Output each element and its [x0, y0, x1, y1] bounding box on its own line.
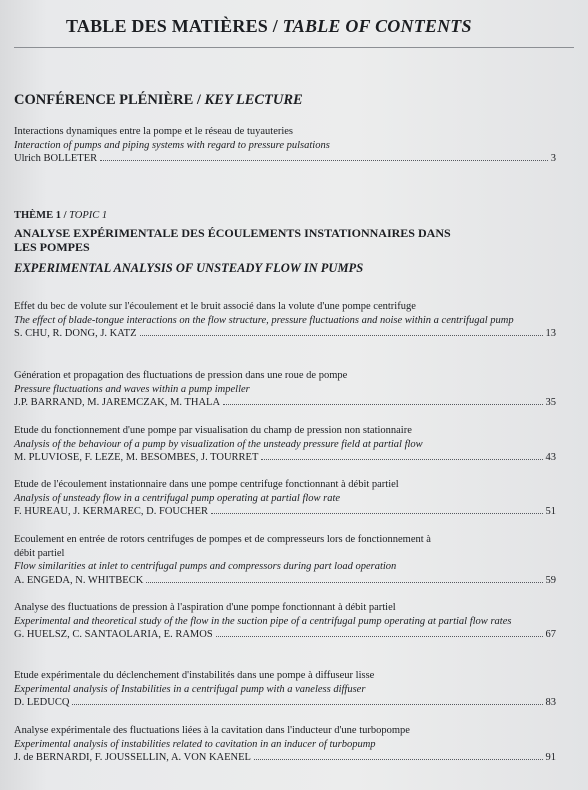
entry-author-line [14, 628, 556, 642]
entry-title-en: Flow similarities at inlet to centrifugal pumps and compressors during part load operation [14, 561, 397, 572]
entry-authors: J. de BERNARDI, F. JOUSSELLIN, A. VON KAENEL [14, 752, 251, 763]
entry-title-fr: Interactions dynamiques entre la pompe et le réseau de tuyauteries [14, 126, 294, 137]
theme-label [14, 210, 107, 221]
entry-page-number: 43 [545, 452, 556, 463]
entry-title-fr: Ecoulement en entrée de rotors centrifuges de pompes et de compresseurs lors de fonctionnement à débit partiel [14, 534, 431, 559]
entry-author-line [14, 696, 556, 710]
entry-authors: S. CHU, R. DONG, J. KATZ [14, 328, 137, 339]
entry-page-number: 3 [550, 153, 556, 164]
entry-authors: A. ENGEDA, N. WHITBECK [14, 574, 144, 586]
entry-title-en: Analysis of unsteady flow in a centrifugal pump operating at partial flow rate [14, 492, 341, 504]
toc-entry [14, 601, 556, 642]
theme-label-separator: / [60, 210, 70, 221]
dot-leader [72, 704, 542, 705]
entry-title-fr: Etude du fonctionnement d'une pompe par visualisation du champ de pression non stationnaire [14, 425, 412, 436]
entry-author-line [14, 327, 556, 341]
entry-title-en: Pressure fluctuations and waves within a pump impeller [14, 383, 250, 395]
toc-entry [14, 669, 556, 710]
toc-entry [14, 478, 556, 519]
dot-leader [146, 582, 542, 583]
dot-leader [261, 459, 542, 460]
toc-entry [14, 533, 556, 587]
entry-authors: J.P. BARRAND, M. JAREMCZAK, M. THALA [14, 397, 221, 408]
title-divider [14, 47, 574, 48]
entry-authors: G. HUELSZ, C. SANTAOLARIA, E. RAMOS [14, 629, 213, 640]
dot-leader [211, 513, 542, 514]
theme-label-en: TOPIC 1 [69, 210, 108, 221]
entry-title-fr: Etude expérimentale du déclenchement d'instabilités dans une pompe à diffuseur lisse [14, 670, 375, 681]
page-title-en: TABLE OF CONTENTS [282, 16, 472, 36]
entry-page-number: 59 [545, 574, 556, 586]
entry-author-line [14, 505, 556, 519]
toc-entry [14, 724, 556, 765]
entry-author-line [14, 574, 556, 588]
entry-authors: M. PLUVIOSE, F. LEZE, M. BESOMBES, J. TOURRET [14, 452, 259, 463]
page-title [66, 16, 472, 37]
plenary-title-separator: / [193, 92, 205, 108]
dot-leader [140, 335, 543, 336]
dot-leader [216, 636, 543, 637]
plenary-title-en: KEY LECTURE [204, 92, 303, 108]
entry-page-number: 67 [545, 629, 556, 640]
entry-page-number: 83 [545, 697, 556, 708]
entry-page-number: 51 [545, 506, 556, 517]
entry-title-fr: Analyse des fluctuations de pression à l'aspiration d'une pompe fonctionnant à débit partiel [14, 602, 396, 613]
plenary-title-fr: CONFÉRENCE PLÉNIÈRE [14, 92, 194, 108]
entry-authors: Ulrich BOLLETER [14, 153, 98, 164]
page-title-fr: TABLE DES MATIÈRES [66, 16, 268, 36]
entry-author-line [14, 451, 556, 465]
entry-title-en: Experimental analysis of instabilities related to cavitation in an inducer of turbopump [14, 738, 376, 750]
entry-title-en: The effect of blade-tongue interactions on the flow structure, pressure fluctuations and noise within a centrifugal pump [14, 314, 514, 326]
dot-leader [100, 160, 548, 161]
entry-authors: F. HUREAU, J. KERMAREC, D. FOUCHER [14, 506, 209, 517]
theme-label-fr: THÈME 1 [14, 210, 61, 221]
entry-title-fr: Etude de l'écoulement instationnaire dans une pompe centrifuge fonctionnant à débit partiel [14, 479, 399, 490]
entry-author-line [14, 152, 556, 166]
toc-entry [14, 300, 556, 341]
dot-leader [254, 759, 543, 760]
plenary-section-title [14, 92, 303, 109]
dot-leader [223, 404, 542, 405]
theme-title-en: EXPERIMENTAL ANALYSIS OF UNSTEADY FLOW IN PUMPS [14, 261, 364, 275]
entry-title-fr: Effet du bec de volute sur l'écoulement et le bruit associé dans la volute d'une pompe centrifuge [14, 301, 416, 312]
entry-title-en: Analysis of the behaviour of a pump by visualization of the unsteady pressure field at partial flow [14, 438, 423, 450]
entry-title-fr: Génération et propagation des fluctuations de pression dans une roue de pompe [14, 370, 348, 381]
entry-title-en: Experimental and theoretical study of the flow in the suction pipe of a centrifugal pump operating at partial flow rates [14, 615, 512, 627]
theme-title-fr: ANALYSE EXPÉRIMENTALE DES ÉCOULEMENTS INSTATIONNAIRES DANS LES POMPES [14, 226, 451, 254]
entry-title-fr: Analyse expérimentale des fluctuations liées à la cavitation dans l'inducteur d'une turbopompe [14, 725, 410, 736]
entry-title-en: Experimental analysis of Instabilities in a centrifugal pump with a vaneless diffuser [14, 683, 366, 695]
entry-page-number: 91 [545, 752, 556, 763]
toc-entry [14, 369, 556, 410]
entry-page-number: 13 [545, 328, 556, 339]
entry-authors: D. LEDUCQ [14, 697, 70, 708]
entry-author-line [14, 396, 556, 410]
toc-entry [14, 125, 556, 166]
entry-title-en: Interaction of pumps and piping systems with regard to pressure pulsations [14, 139, 330, 151]
entry-page-number: 35 [545, 397, 556, 408]
entry-author-line [14, 751, 556, 765]
toc-entry [14, 424, 556, 465]
page-title-separator: / [268, 16, 283, 36]
